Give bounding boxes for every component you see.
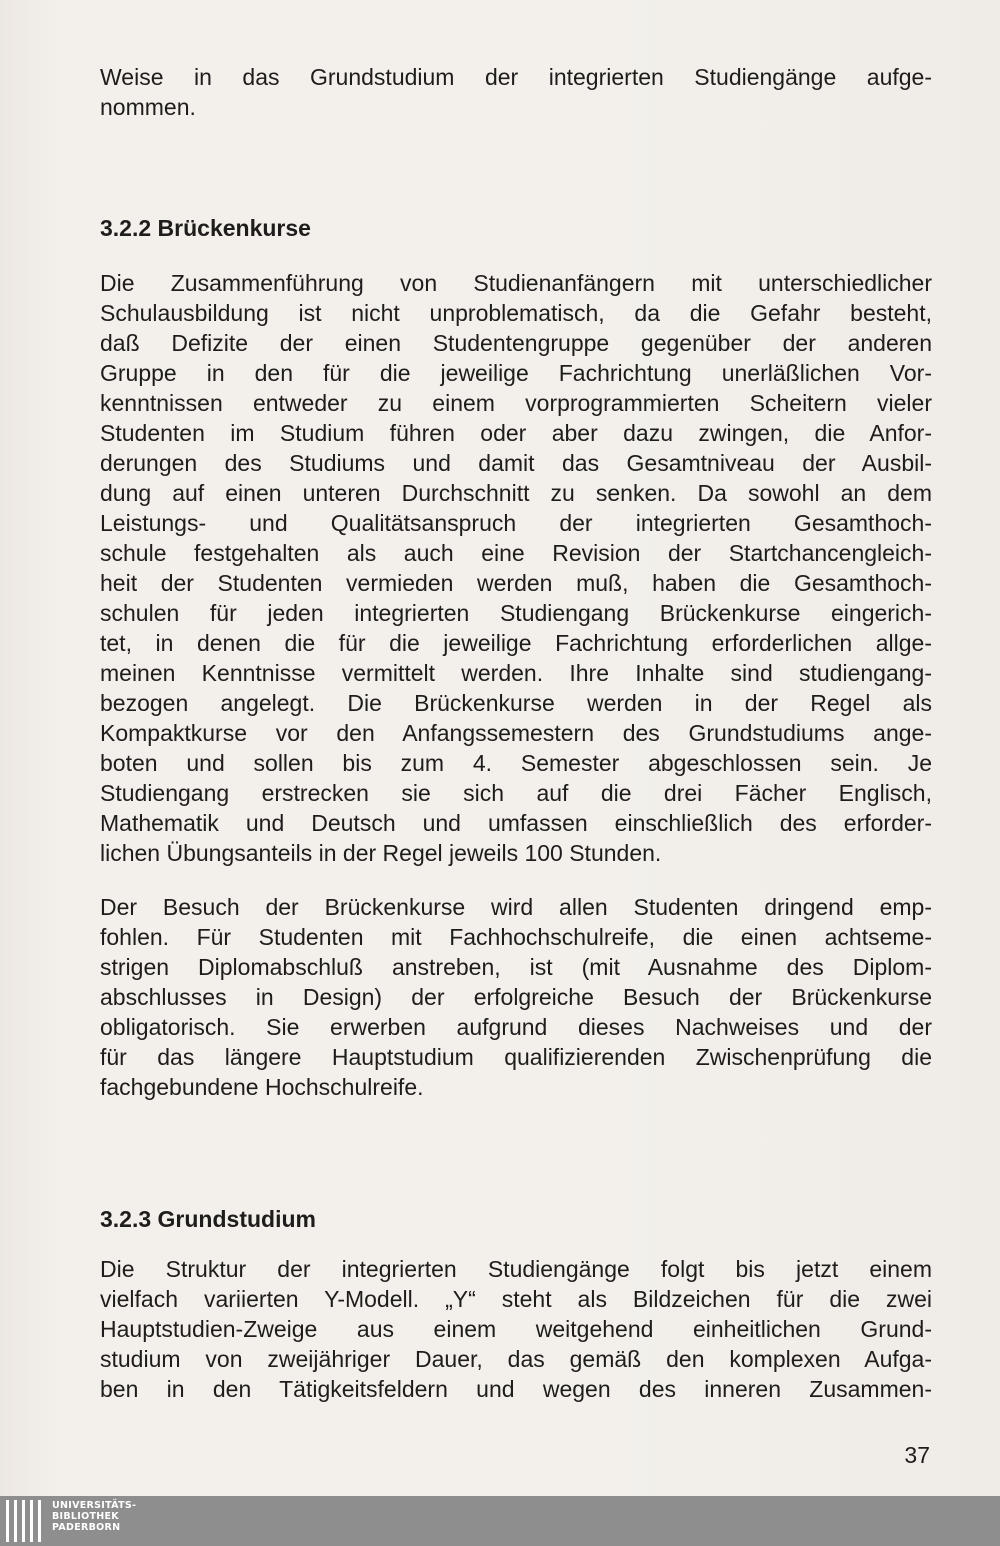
text-line: Schulausbildung ist nicht unproblematisch, da die Gefahr besteht, — [100, 300, 932, 326]
text-line: schule festgehalten als auch eine Revision der Startchancengleich- — [100, 540, 932, 566]
text-line: heit der Studenten vermieden werden muß, haben die Gesamthoch- — [100, 570, 932, 596]
text-line: Die Struktur der integrierten Studiengänge folgt bis jetzt einem — [100, 1256, 932, 1282]
text-line: strigen Diplomabschluß anstreben, ist (mit Ausnahme des Diplom- — [100, 954, 932, 980]
text-line: Der Besuch der Brückenkurse wird allen Studenten dringend emp- — [100, 894, 932, 920]
text-line: nommen. — [100, 94, 196, 120]
text-line: tet, in denen die für die jeweilige Fachrichtung erforderlichen allge- — [100, 630, 932, 656]
text-line: boten und sollen bis zum 4. Semester abgeschlossen sein. Je — [100, 750, 932, 776]
text-line: dung auf einen unteren Durchschnitt zu senken. Da sowohl an dem — [100, 480, 932, 506]
text-line: obligatorisch. Sie erwerben aufgrund dieses Nachweises und der — [100, 1014, 932, 1040]
logo-line: UNIVERSITÄTS- — [52, 1500, 137, 1511]
text-line: schulen für jeden integrierten Studiengang Brückenkurse eingerich- — [100, 600, 932, 626]
text-line: ben in den Tätigkeitsfeldern und wegen des inneren Zusammen- — [100, 1376, 932, 1402]
text-line: bezogen angelegt. Die Brückenkurse werden in der Regel als — [100, 690, 932, 716]
logo-line: PADERBORN — [52, 1522, 121, 1533]
text-line: fachgebundene Hochschulreife. — [100, 1074, 424, 1100]
text-line: fohlen. Für Studenten mit Fachhochschulreife, die einen achtseme- — [100, 924, 932, 950]
text-line: Leistungs- und Qualitätsanspruch der integrierten Gesamthoch- — [100, 510, 932, 536]
library-footer — [0, 1496, 1000, 1546]
text-line: vielfach variierten Y-Modell. „Y“ steht als Bildzeichen für die zwei — [100, 1286, 932, 1312]
text-line: Weise in das Grundstudium der integrierten Studiengänge aufge- — [100, 64, 932, 90]
library-logo-text — [52, 1500, 136, 1533]
section-heading-322: 3.2.2 Brückenkurse — [100, 215, 311, 241]
text-line: Hauptstudien-Zweige aus einem weitgehend einheitlichen Grund- — [100, 1316, 932, 1342]
logo-line: BIBLIOTHEK — [52, 1511, 119, 1522]
page-number: 37 — [904, 1442, 930, 1468]
text-line: abschlusses in Design) der erfolgreiche Besuch der Brückenkurse — [100, 984, 932, 1010]
text-line: Studiengang erstrecken sie sich auf die drei Fächer Englisch, — [100, 780, 932, 806]
text-line: Gruppe in den für die jeweilige Fachrichtung unerläßlichen Vor- — [100, 360, 932, 386]
text-line: meinen Kenntnisse vermittelt werden. Ihre Inhalte sind studiengang- — [100, 660, 932, 686]
text-line: Mathematik und Deutsch und umfassen einschließlich des erforder- — [100, 810, 932, 836]
text-line: für das längere Hauptstudium qualifizierenden Zwischenprüfung die — [100, 1044, 932, 1070]
text-line: lichen Übungsanteils in der Regel jeweils 100 Stunden. — [100, 840, 662, 866]
text-line: Studenten im Studium führen oder aber dazu zwingen, die Anfor- — [100, 420, 932, 446]
text-line: Die Zusammenführung von Studienanfängern mit unterschiedlicher — [100, 270, 932, 296]
text-line: Kompaktkurse vor den Anfangssemestern des Grundstudiums ange- — [100, 720, 932, 746]
text-line: daß Defizite der einen Studentengruppe gegenüber der anderen — [100, 330, 932, 356]
library-logo-icon — [6, 1500, 41, 1542]
text-line: studium von zweijähriger Dauer, das gemäß den komplexen Aufga- — [100, 1346, 932, 1372]
text-line: derungen des Studiums und damit das Gesamtniveau der Ausbil- — [100, 450, 932, 476]
text-line: kenntnissen entweder zu einem vorprogrammierten Scheitern vieler — [100, 390, 932, 416]
section-heading-323: 3.2.3 Grundstudium — [100, 1206, 316, 1232]
